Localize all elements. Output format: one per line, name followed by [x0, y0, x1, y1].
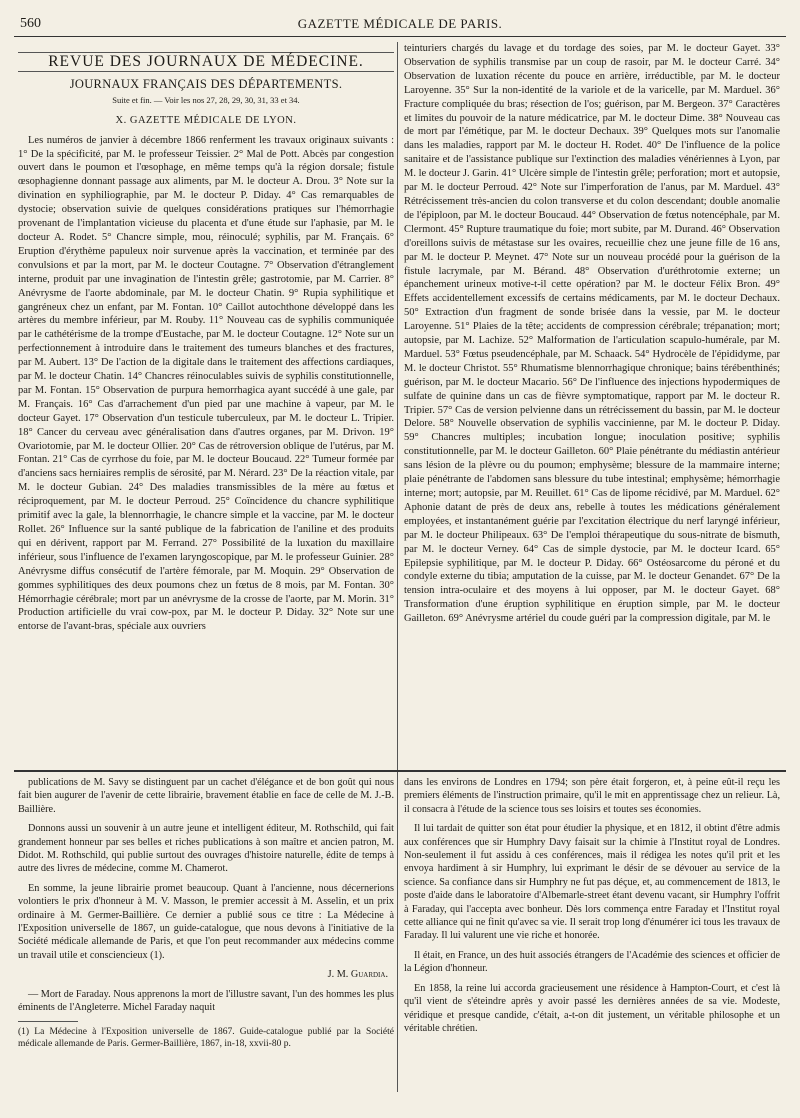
- review-left-text: Les numéros de janvier à décembre 1866 renferment les travaux originaux suivants : 1° De la spécificité, par M. le professeur Teissier. 2° Mal de Pott. Abcès par congestion ouvert dans le poumon et l'œsophage, en même temps qu'à la région dorsale; fistule œsophagienne donnant passage aux aliments, par M. le docteur A. Drou. 3° Note sur la divination en syphiliographie, par M. le docteur P. Diday. 4° Cas remarquables de dystocie; observation suivie de quelques considérations pratiques sur l'hémorrhagie provenant de l'implantation vicieuse du placenta et d'une étude sur l'aphasie, par M. le docteur A. Rodet. 5° Chancre simple, mou, réinoculé; syphilis, par M. Français. 6° Eruption d'érythème papuleux noir survenue après la vaccination, et terminée par des convulsions et par la mort, par M. le docteur Coutagne. 7° Observation d'étranglement interne, produit par une invagination de l'intestin grêle; gastrotomie, par M. Carrier. 8° Anévrysme de l'aorte abdominale, par M. le docteur Chatin. 9° Rupia syphilitique et gangréneux chez un enfant, par M. Fontan. 10° Caillot autochthone développé dans les artères du membre inférieur, par M. Rouby. 11° Nouveau cas de syphilis communiquée par le cathétérisme de la trompe d'Eustache, par M. le docteur Coutagne. 12° Note sur un perfectionnement à introduire dans le traitement des tumeurs blanches et des fractures, par M. Aubert. 13° De l'action de la digitale dans le traitement des affections cardiaques, par M. le docteur Chatin. 14° Chancres réinoculables suivis de syphilis constitutionnelle, par M. Fontan. 15° Observation de purpura hemorrhagica ayant succédé à une gale, par M. Français. 16° Cas d'arrachement d'un pied par une machine à vapeur, par M. le docteur Gayet. 17° Observation d'un testicule tuberculeux, par M. le docteur L. Tripier. 18° Cancer du cerveau avec généralisation dans d'autres organes, par M. Drivon. 19° Ovariotomie, par M. le docteur Ollier. 20° Cas de rétroversion oblique de l'utérus, par M. Fontan. 21° Cas de cyrrhose du foie, par M. le docteur Boucaud. 22° Tumeur formée par d'anciens sacs herniaires remplis de sérosité, par M. Nérard. 23° De la réaction vitale, par M. le docteur Gubian. 24° Des maladies transmissibles de la mère au fœtus et réciproquement, par M. le docteur Perroud. 25° Coïncidence du chancre syphilitique primitif avec la gale, la blennorrhagie, le chancre simple et la vaccine, par M. le docteur Rollet. 26° Influence sur la santé publique de la fabrication de l'aniline et des produits qui en dérivent, rapport par M. Ferrand. 27° Possibilité de la luxation du maxillaire inférieur, sous l'influence de l'examen laryngoscopique, par M. le professeur Guinier. 28° Anévrysme diffus consécutif de l'artère fémorale, par M. Moquin. 29° Observation de gommes syphilitiques des deux poumons chez un fœtus de 8 mois, par M. Fontan. 30° Hémorrhagie cérébrale; mort par un anévrysme de la crosse de l'aorte, par M. Morin. 31° Production artificielle du vrai cow-pox, par M. le docteur P. Diday. 32° Note sur une entorse de l'avant-bras, spéciale aux ouvriers: [18, 134, 394, 633]
- review-right-column: [404, 42, 780, 764]
- author-signature: J. M. Guardia.: [327, 969, 388, 981]
- page-number: 560: [20, 16, 41, 31]
- header-rule: [14, 36, 786, 37]
- paragraph: Donnons aussi un souvenir à un autre jeune et intelligent éditeur, M. Rothschild, qui fait grandement honneur par ses belles et riches publications à son maître et ancien patron, M. Didot. M. Rothschild, qui publie surtout des ouvrages d'histoire naturelle, édite de temps à autre des livres de médecine, comme M. Chamerot.: [18, 823, 394, 875]
- review-section: [14, 42, 786, 764]
- lower-left-column: [18, 776, 394, 1106]
- obituary-paragraph: — Mort de Faraday. Nous apprenons la mort de l'illustre savant, l'un des hommes les plus éminents de l'Angleterre. Michel Faraday naquit: [18, 988, 394, 1014]
- lower-right-column: [404, 776, 780, 1106]
- paragraph: dans les environs de Londres en 1794; son père était forgeron, et, à peine eût-il reçu les premiers éléments de l'instruction primaire, qu'il le mit en apprentissage chez un relieur. Là, il consacra à l'étude de la science tous ses loisirs et toutes ses économies.: [404, 777, 780, 815]
- section-title: REVUE DES JOURNAUX DE MÉDECINE.: [18, 52, 394, 72]
- paragraph: En somme, la jeune librairie promet beaucoup. Quant à l'ancienne, nous décernerions volontiers le prix d'honneur à M. V. Masson, le premier accessit à M. Asselin, et un prix ordinaire à M. Germer-Baillière. Ce dernier a publié sous ce titre : La Médecine à l'Exposition universelle de 1867, un guide-catalogue, que nous devons à l'initiative de la Société médicale allemande de Paris, et que l'on peut recommander aux médecins comme un travail utile et consciencieux (1).: [18, 882, 394, 961]
- review-right-text: teinturiers chargés du lavage et du tordage des soies, par M. le docteur Gayet. 33° Observation de syphilis transmise par un coup de rasoir, par M. le docteur Carré. 34° Observation de luxation récente du pouce en arrière, irréductible, par M. le docteur Laroyenne. 35° Sur la non-identité de la variole et de la varicelle, par M. Marduel. 36° Fracture compliquée du bras; résection de l'os; guérison, par M. Bergeon. 37° Caractères et limites du pouvoir de la nature médicatrice, par M. le docteur Dime. 38° Nouveau cas de mort par l'émétique, par M. le docteur Dechaux. 39° Quelques mots sur l'anomalie dans les maladies, rapport par M. le docteur H. Rodet. 40° De l'influence de la police sanitaire et de l'assistance publique sur l'extinction des maladies vénériennes à Lyon, par M. le docteur J. Garin. 41° Ulcère simple de l'intestin grêle; perforation; mort et autopsie, par M. le docteur Perroud. 42° Note sur l'imperforation de l'anus, par M. Marduel. 43° Rétrécissement très-ancien du colon transverse et du colon descendant; double anomalie de l'épiploon, par M. le docteur Boucaud. 44° Observation de fœtus notencéphale, par M. Clermont. 45° Rupture traumatique du foie; mort subite, par M. Durand. 46° Observation d'oreillons suivis de métastase sur les ovaires, recueillie chez une jeune fille de 16 ans, par M. le docteur P. Meynet. 47° Note sur un nouveau procédé pour la guérison de la fistule lacrymale, par M. Bérand. 48° Observation d'uréthrotomie externe; un épanchement urineux motive-t-il cette opération? par M. le docteur Félix Bron. 49° Effets accidentellement excessifs de certains médicaments, par M. le docteur Dechaux. 50° Extraction d'un fragment de sonde brisée dans la vessie, par M. le docteur Laroyenne. 51° Plaies de la tête; accidents de compression cérébrale; trépanation; mort; autopsie, par M. Lachize. 52° Malformation de l'articulation scapulo-humérale, par M. Marduel. 53° Fœtus pseudencéphale, par M. Schaack. 54° Hydrocèle de l'épididyme, par M. le docteur Christot. 55° Rhumatisme blennorrhagique chronique; bains térébenthinés; guérison, par M. le docteur Macario. 56° De l'influence des injections hypodermiques de sulfate de quinine dans un cas de fièvre symptomatique, rapport par M. le docteur R. Tripier. 57° Cas de version pelvienne dans un rétrécissement du bassin, par M. le docteur Delore. 58° Nouvelle observation de syphilis vaccinienne, par M. le docteur P. Diday. 59° Chancres multiples; incubation longue; inoculation positive; syphilis constitutionnelle, par M. le docteur Gailleton. 60° Plaie pénétrante du médiastin antérieur sans lésion de la plèvre ou du poumon; emphysème; blessure de la mammaire interne; plaie pénétrante de l'abdomen sans blessure du tube intestinal; emphysème; hémorrhagie interne; mort; autopsie, par M. Reuillet. 61° Cas de lipome récidivé, par M. Marduel. 62° Aphonie datant de près de deux ans, rebelle à toutes les médications généralement employées, et instantanément guérie par l'excitation électrique du nerf laryngé inférieur, par M. le docteur Philipeaux. 63° De l'emploi thérapeutique du sous-nitrate de bismuth, par M. le docteur Verney. 64° Cas de simple dystocie, par M. le docteur Icard. 65° Epilepsie syphilitique, par M. le docteur P. Diday. 66° Ostéosarcome du péroné et du condyle externe du tibia; amputation de la cuisse, par M. le docteur Genandet. 67° De la tension intra-oculaire et des moyens à lui opposer, par M. le docteur Gayet. 68° Transformation d'une éruption syphilitique en éruption simple, par M. le docteur Gailleton. 69° Anévrysme artériel du coude guéri par la compression digitale, par M. le: [404, 43, 780, 625]
- paragraph: Il était, en France, un des huit associés étrangers de l'Académie des sciences et officier de la Légion d'honneur.: [404, 949, 780, 975]
- paragraph: Il lui tardait de quitter son état pour étudier la physique, et en 1812, il obtint d'être admis aux conférences que sir Humphry Davy faisait sur la chimie à l'Institut royal de Londres. Non-seulement il fut assidu à ces conférences, mais il rédigea les notes qu'il prit et les envoya hardiment à sir Humphry, lui exprimant le désir de se dévouer au service de la science. Sa confiance dans sir Humphry ne fut pas déçue, et, au commencement de 1813, le poste d'aide dans le laboratoire d'Albemarle-street étant devenu vacant, sir Humphry l'offrit à Faraday, qui l'accepta avec bonheur. Dès lors commença entre Faraday et l'Institut royal cette alliance qui ne finit qu'avec sa vie. Il serait trop long d'énumérer ici tous les travaux de Faraday. Il lui valurent une vie riche et honorée.: [404, 823, 780, 942]
- journal-title: GAZETTE MÉDICALE DE PARIS.: [297, 16, 503, 31]
- running-head: [14, 12, 786, 34]
- paragraph: publications de M. Savy se distinguent par un cachet d'élégance et de bon goût qui nous fait bien augurer de l'avenir de cette librairie, bravement établie en face de celle de M. J.-B. Baillière.: [18, 777, 394, 815]
- newspaper-page: [14, 0, 786, 1118]
- continuation-note: Suite et fin. — Voir les nos 27, 28, 29, 30, 31, 33 et 34.: [112, 94, 300, 105]
- section-subtitle: JOURNAUX FRANÇAIS DES DÉPARTEMENTS.: [69, 76, 343, 91]
- section-heading: X. GAZETTE MÉDICALE DE LYON.: [115, 114, 297, 126]
- section-rule: [14, 770, 786, 772]
- footnote: (1) La Médecine à l'Exposition universelle de 1867. Guide-catalogue publié par la Société médicale allemande de Paris. Germer-Baillière, 1867, in-18, xxvii-80 p.: [18, 1026, 394, 1049]
- feuilleton-section: [14, 776, 786, 1106]
- review-left-column: [18, 42, 394, 764]
- footnote-rule: [18, 1021, 78, 1022]
- paragraph: En 1858, la reine lui accorda gracieusement une résidence à Hampton-Court, et c'est là qu'il vient de s'éteindre après y avoir passé les dernières années de sa vie. Modeste, véridique et presque candide, c'était, a-t-on dit justement, un véritable philosophe et un véritable chrétien.: [404, 982, 780, 1034]
